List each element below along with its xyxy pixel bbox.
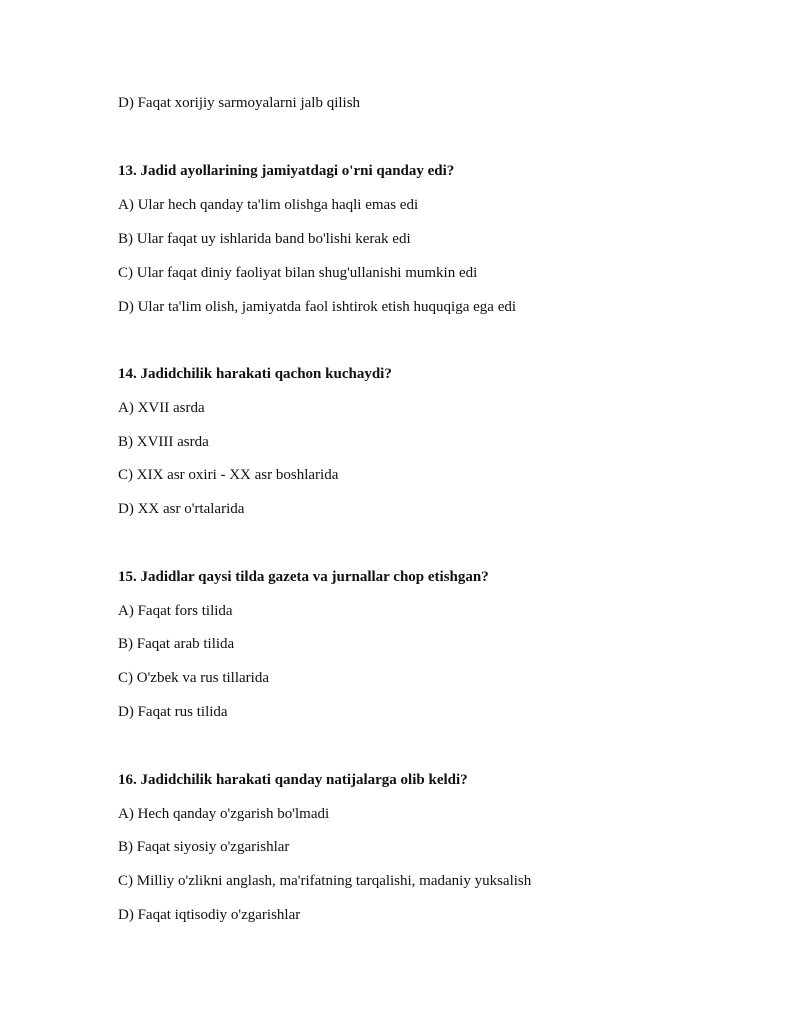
carryover-option: D) Faqat xorijiy sarmoyalarni jalb qilish	[118, 95, 361, 111]
question-14-title: 14. Jadidchilik harakati qachon kuchaydi?	[118, 366, 392, 382]
question-13-option-d: D) Ular ta'lim olish, jamiyatda faol ishtirok etish huquqiga ega edi	[118, 299, 517, 315]
question-14-option-b: B) XVIII asrda	[118, 434, 209, 450]
question-16-option-a: A) Hech qanday o'zgarish bo'lmadi	[118, 806, 330, 822]
question-13-option-c: C) Ular faqat diniy faoliyat bilan shug'ullanishi mumkin edi	[118, 265, 478, 281]
question-15-option-d: D) Faqat rus tilida	[118, 704, 228, 720]
question-14-option-a: A) XVII asrda	[118, 400, 205, 416]
question-13-title: 13. Jadid ayollarining jamiyatdagi o'rni qanday edi?	[118, 163, 455, 179]
question-16-title: 16. Jadidchilik harakati qanday natijalarga olib keldi?	[118, 772, 468, 788]
question-13-option-a: A) Ular hech qanday ta'lim olishga haqli emas edi	[118, 197, 419, 213]
question-16-option-b: B) Faqat siyosiy o'zgarishlar	[118, 839, 290, 855]
question-15-option-c: C) O'zbek va rus tillarida	[118, 670, 269, 686]
question-16-option-c: C) Milliy o'zlikni anglash, ma'rifatning tarqalishi, madaniy yuksalish	[118, 873, 532, 889]
question-14-option-c: C) XIX asr oxiri - XX asr boshlarida	[118, 467, 339, 483]
question-13-option-b: B) Ular faqat uy ishlarida band bo'lishi kerak edi	[118, 231, 411, 247]
question-15-option-a: A) Faqat fors tilida	[118, 603, 233, 619]
question-14-option-d: D) XX asr o'rtalarida	[118, 501, 245, 517]
question-15-option-b: B) Faqat arab tilida	[118, 636, 235, 652]
question-16-option-d: D) Faqat iqtisodiy o'zgarishlar	[118, 907, 301, 923]
question-15-title: 15. Jadidlar qaysi tilda gazeta va jurnallar chop etishgan?	[118, 569, 489, 585]
